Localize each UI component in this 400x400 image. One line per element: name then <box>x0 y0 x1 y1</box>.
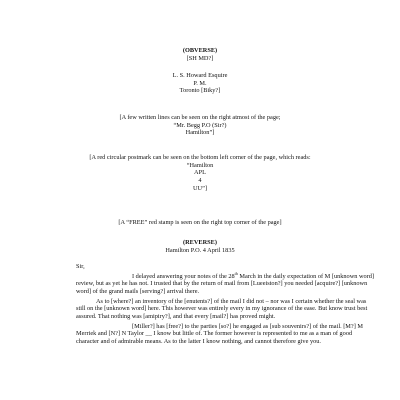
place-date: Hamilton P.O. 4 April 1835 <box>165 247 235 254</box>
reverse-heading: (REVERSE) <box>183 239 217 246</box>
note-line: “Hamilton <box>186 161 214 169</box>
note-line: “Mr. Begg P.O (Sir?) <box>173 121 227 129</box>
superscript: th <box>234 270 238 276</box>
paragraph <box>76 270 376 296</box>
note-line: Hamilton”] <box>185 129 215 137</box>
paragraph: As to [where?] an inventory of the [enutents?] of the mail I did not – nor was I certain whether the seal was still on the [unknown word] here. This however was entirely every in my ignorance of the ease. But know trust best assured. That nothing was [amipiry?], and that every [mail?] has proved might. <box>76 297 368 321</box>
address-block <box>0 72 400 95</box>
address-line: P. M. <box>193 79 207 87</box>
letter-body <box>76 263 376 346</box>
note-written-lines <box>0 114 400 137</box>
address-line: L. S. Howard Esquire <box>172 72 228 79</box>
note-postmark <box>0 154 400 192</box>
note-line: [A red circular postmark can be seen on the bottom left corner of the page, which reads: <box>89 154 311 161</box>
salutation: Sir, <box>76 263 85 270</box>
obverse-heading: (OBVERSE) <box>182 47 218 54</box>
obverse-marking: [SH MD?] <box>186 55 214 62</box>
note-line: UU”] <box>193 184 207 192</box>
note-line: 4 <box>198 177 202 185</box>
paragraph-text: I delayed answering your notes of the 28 <box>132 272 235 280</box>
paragraph: [Miller?] has [free?] to the parties [so?] he engaged as [sub souvenirs?] of the mail. [M?] M Merriek and [N?] N Taylor __ I know but little of. The former however is represented to me as a man of good character and of admirable means. As to the latter I know nothing, and cannot therefore give you. <box>76 322 363 346</box>
paragraph-text: March in the daily expectation of M [unknown word] review, but as yet he has not. I trusted that by the return of mail from [Lueeiston?] you needed [acquire?] [unknown word] of the grand mails [serving?] arrival there. <box>76 272 375 296</box>
address-line: Toronto [Biky?] <box>179 87 221 95</box>
note-line: APL <box>194 169 206 177</box>
note-line: [A few written lines can be seen on the right atmost of the page; <box>119 114 281 121</box>
note-free-stamp: [A “FREE” red stamp is seen on the right top corner of the page] <box>118 219 282 226</box>
